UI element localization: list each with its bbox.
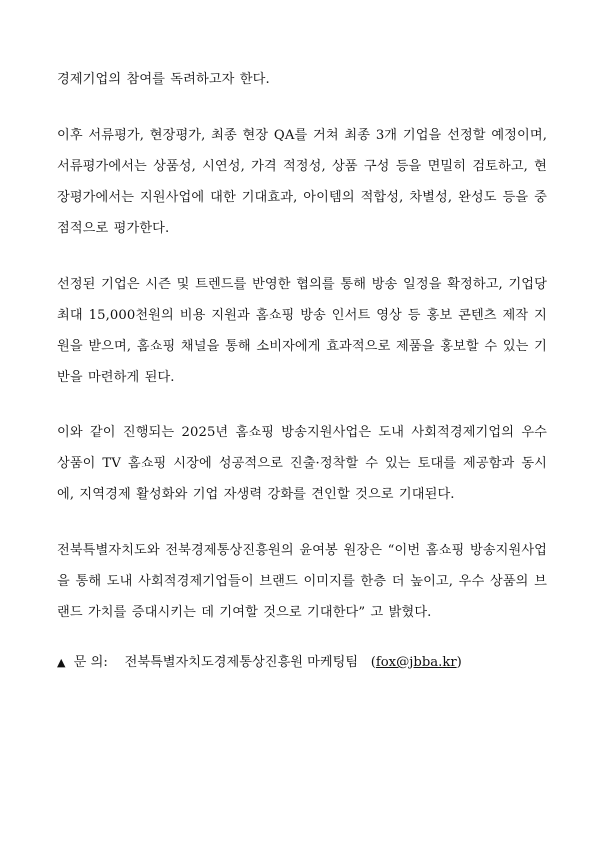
paragraph-4: 이와 같이 진행되는 2025년 홈쇼핑 방송지원사업은 도내 사회적경제기업의 우수 상품이 TV 홈쇼핑 시장에 성공적으로 진출·정착할 수 있는 토대를 제공함과 동시에, 지역경제 활성화와 기업 자생력 강화를 견인할 것으로 기대된다. [57, 425, 547, 502]
email-open-paren: ( [370, 655, 376, 670]
paragraph-2: 이후 서류평가, 현장평가, 최종 현장 QA를 거쳐 최종 3개 기업을 선정할 예정이며, 서류평가에서는 상품성, 시연성, 가격 적정성, 상품 구성 등을 면밀히 검토하고, 현장평가에서는 지원사업에 대한 기대효과, 아이템의 적합성, 차별성, 완성도 등을 중점적으로 평가한다. [57, 128, 547, 236]
paragraph-5-quote: 전북특별자치도와 전북경제통상진흥원의 윤여봉 원장은 “이번 홈쇼핑 방송지원사업을 통해 도내 사회적경제기업들이 브랜드 이미지를 한층 더 높이고, 우수 상품의 브랜드 가치를 증대시키는 데 기여할 것으로 기대한다” 고 밝혔다. [57, 543, 547, 620]
email-close-paren: ) [456, 655, 462, 670]
triangle-marker-icon: ▲ [57, 656, 66, 669]
contact-label: 문 의: [73, 655, 108, 670]
paragraph-1: 경제기업의 참여를 독려하고자 한다. [57, 72, 270, 87]
paragraph-3: 선정된 기업은 시즌 및 트렌드를 반영한 협의를 통해 방송 일정을 확정하고, 기업당 최대 15,000천원의 비용 지원과 홈쇼핑 방송 인서트 영상 등 홍보 콘텐츠 제작 지원을 받으며, 홈쇼핑 채널을 통해 소비자에게 효과적으로 제품을 홍보할 수 있는 기반을 마련하게 된다. [57, 277, 547, 385]
document-body [57, 64, 547, 673]
contact-email-link[interactable]: fox@jbba.kr [375, 655, 457, 670]
contact-line [57, 653, 547, 673]
contact-organization: 전북특별자치도경제통상진흥원 마케팅팀 [124, 655, 359, 670]
